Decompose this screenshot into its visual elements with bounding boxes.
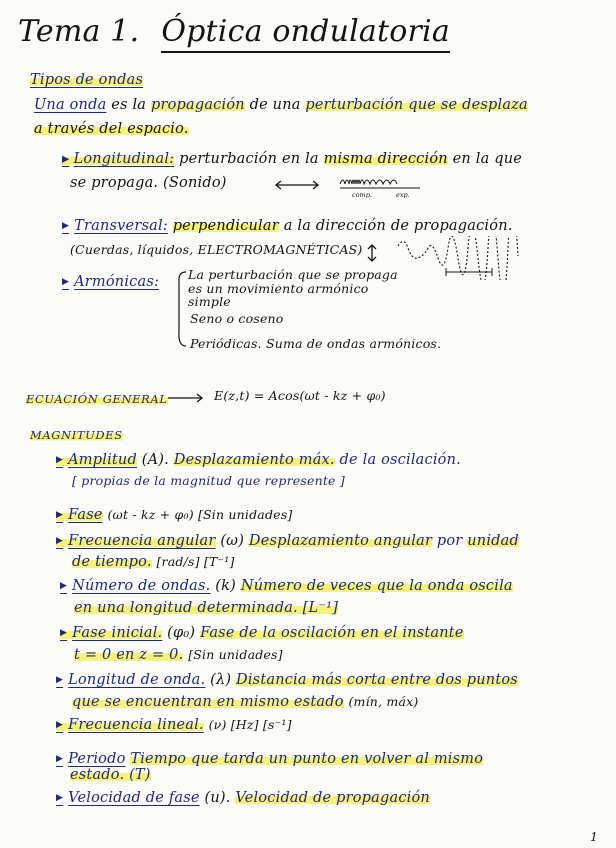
- page-title: [18, 14, 450, 49]
- magnitude-item-frecuencia-angular: ▶ Frecuencia angular (ω) Desplazamiento angular por unidad: [56, 533, 519, 549]
- magnitude-item-velocidad-fase: ▶ Velocidad de fase (u). Velocidad de propagación: [56, 790, 430, 806]
- armonicas-label: ▶ Armónicas:: [62, 274, 159, 290]
- armonicas-line-1a: La perturbación que se propaga: [188, 267, 398, 282]
- ecuacion-formula: E(z,t) = Acos(ωt - kz + φ₀): [214, 388, 386, 403]
- magnitude-item-fase: ▶ Fase (ωt - kz + φ₀) [Sin unidades]: [56, 507, 292, 523]
- page-number: 1: [590, 830, 598, 844]
- magnitude-item-fase-inicial: ▶ Fase inicial. (φ₀) Fase de la oscilación en el instante: [60, 625, 464, 641]
- magnitude-item-frecuencia-angular-line-2: de tiempo. [rad/s] [T⁻¹]: [72, 554, 235, 570]
- comp-label: comp.: [352, 191, 372, 198]
- armonicas-line-2: Seno o coseno: [190, 311, 284, 326]
- transversal-line-1: ▶ Transversal: perpendicular a la dirección de propagación.: [62, 218, 513, 234]
- magnitude-item-periodo-line-2: estado. (T): [70, 767, 151, 783]
- transversal-line-2: (Cuerdas, líquidos, ELECTROMAGNÉTICAS): [70, 242, 363, 257]
- right-arrow-icon: [166, 392, 206, 404]
- magnitude-item-fase-inicial-line-2: t = 0 en z = 0. [Sin unidades]: [74, 647, 283, 663]
- brace-icon: [174, 268, 188, 350]
- armonicas-line-1c: simple: [188, 294, 231, 309]
- magnitude-item-periodo: ▶ Periodo Tiempo que tarda un punto en volver al mismo: [56, 751, 483, 767]
- magnitude-item-longitud-onda: ▶ Longitud de onda. (λ) Distancia más corta entre dos puntos: [56, 672, 518, 688]
- magnitude-item-numero-ondas: ▶ Número de ondas. (k) Número de veces que la onda oscila: [60, 578, 513, 594]
- armonicas-line-1b: es un movimiento armónico: [188, 281, 369, 296]
- section-heading-tipos: Tipos de ondas: [30, 72, 144, 88]
- magnitude-item-amplitud: ▶ Amplitud (A). Desplazamiento máx. de la oscilación.: [56, 452, 461, 468]
- longitudinal-line-1: ▸ Longitudinal: perturbación en la misma dirección en la que: [62, 151, 522, 167]
- transverse-wave-diagram: [396, 236, 528, 280]
- ecuacion-general-label: ECUACIÓN GENERAL: [26, 392, 168, 406]
- magnitude-item-longitud-onda-line-2: que se encuentran en mismo estado (mín, máx): [72, 694, 419, 710]
- title-topic: Óptica ondulatoria: [161, 14, 450, 53]
- double-arrow-icon: [272, 178, 322, 192]
- section-heading-magnitudes: MAGNITUDES: [30, 428, 123, 442]
- magnitude-item-frecuencia-lineal: ▶ Frecuencia lineal. (ν) [Hz] [s⁻¹]: [56, 717, 292, 733]
- longitudinal-wave-diagram: [338, 172, 424, 198]
- exp-label: exp.: [396, 191, 410, 198]
- magnitude-item-numero-ondas-line-2: en una longitud determinada. [L⁻¹]: [74, 600, 339, 616]
- definition-line-2: a través del espacio.: [34, 121, 189, 137]
- title-tema: Tema 1.: [18, 14, 140, 49]
- magnitude-item-amplitud-line-2: [ propias de la magnitud que represente ]: [72, 473, 345, 488]
- longitudinal-line-2: se propaga. (Sonido): [70, 175, 227, 191]
- armonicas-line-3: Periódicas. Suma de ondas armónicos.: [190, 336, 442, 351]
- vertical-arrow-icon: [366, 242, 378, 264]
- definition-line-1: Una onda es la propagación de una perturbación que se desplaza: [34, 97, 528, 113]
